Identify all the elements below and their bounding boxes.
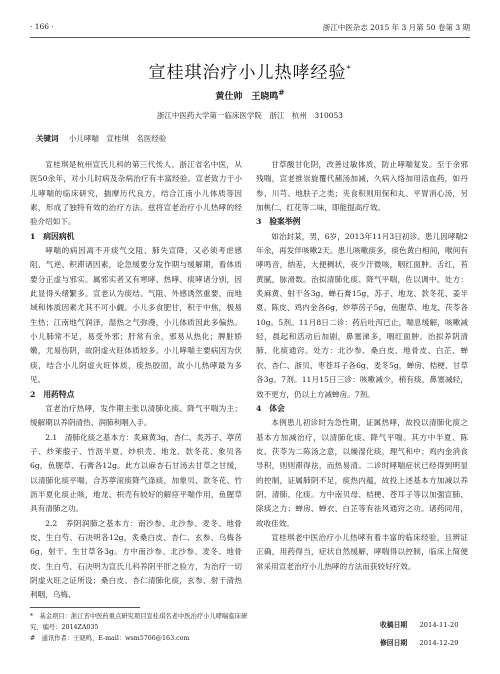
- section-heading: 1 病因病机: [30, 231, 75, 241]
- footnotes: [30, 611, 250, 644]
- paragraph: 哮喘的病因离不开痰气交阻、肺失宣降，又必须考虑感阻、气逆、积滞诸因素，论急缓要分发作期与缓解期，看体质要分正虚与邪实。属邪实者又有寒哮、热哮、痰哮诸分别，因此显得头绪繁多。宣老认为痰结、气阻、外感诱然重要，而地域和体质因素尤其不可小觑。小儿多食肥甘，积于中焦，极易生热；江南地气润泽，湿热之气弥漫，小儿体质因此多偏热。小儿肺常不足，易受外邪；肝常有余，邪易从热化；脾脏娇嫩，尤易伤阴，故阴虚火旺体质较多。小儿哮喘主要病因为伏痰，结合小儿阴虚火旺体质，痰热胶固，故小儿热哮最为多见。: [30, 246, 242, 385]
- paragraph: 宣桂琪是杭州宣氏儿科的第三代传人、浙江省名中医，从医50余年，对小儿时病及杂病治疗有丰富经验。宣老致力于小儿哮喘的临床研究，揣摩历代良方，结合江南小儿体质等因素，形成了独特有效的治疗方法。兹将宣老治疗小儿热哮的经验介绍如下。: [30, 160, 242, 227]
- section-heading: 4 体会: [256, 403, 285, 413]
- running-header: [30, 22, 470, 36]
- paragraph: 如治封某，男，6岁，2013年11月3日初诊。患儿因哮喘2年余，再发伴咳嗽2天。患儿咳嗽痰多，痰色黄白相间，喉间有哮鸣音，纳差，大便稠状，夜少汗微咳，咽红面肿。舌红，苔黄腻，脉滑数。治拟清肺化痰、降气平喘，佐以调中。处方：炙麻黄、射干各3g，蝉石膏15g，苏子、地龙、款冬花、姜半夏、陈皮、鸡内金各6g，炒葶苈子5g，鱼腥草、地龙、茯苓各10g。5剂。11月8日二诊：药后吐泻已止，喘息缓解，咳嗽减轻，晨起和活动后加剧，鼻塞涕多，咽红面肿。治拟养阴清肺、化痰通窍。处方：北沙参、桑白皮、地骨皮、白芷、蝉衣、杏仁、浙贝、枣苍耳子各6g，麦冬5g，蝉房、桔梗、甘草各3g。7剂。11月15日三诊：咳嗽减少，稍有痰，鼻塞减轻，效不更方，仍以上方减蝉房。7剂。: [256, 231, 468, 399]
- right-column: [256, 158, 468, 574]
- page-number: · 166 ·: [30, 22, 54, 31]
- received-date: [380, 616, 459, 634]
- author-footnote-mark: #: [278, 88, 285, 97]
- left-column: [30, 158, 242, 603]
- section-heading: 2 用药特点: [30, 389, 75, 399]
- paragraph: 甘草酸甘化阴，改善过敏体质，防止哮喘复发。至于余邪残喘，宣老推崇旋覆代赭汤加减，久病入络加用活血药，如丹参、川芎、地肤子之类；夹食积则用保和丸、平胃消心汤，另加桃仁、红花等二味，即能提高疗效。: [256, 160, 468, 213]
- revised-date: [380, 634, 459, 652]
- revised-value: 2014-12-29: [419, 639, 459, 647]
- footnote-rule: [30, 607, 140, 608]
- revised-label: 修回日期: [380, 639, 408, 647]
- paragraph: 2.2 养阴润肺之基本方：南沙参、北沙参、麦冬、地骨皮、生白芍、石决明各12g，炙桑白皮、杏仁、玄参、乌梅各6g，射干、生甘草各3g。方中南沙参、北沙参、麦冬、地骨皮、生白芍、石决明为宣氏儿科养阴平肝之验方，为治疗一切阴虚火旺之证所设；桑白皮、杏仁清肺化痰，玄参、射干清热利咽，乌梅、: [30, 518, 242, 600]
- section-heading: 3 验案举例: [256, 217, 301, 227]
- paragraph: 2.1 清肺化痰之基本方：炙麻黄3g，杏仁、炙苏子、葶苈子、炒莱菔子、竹沥半夏、炒枳壳、地龙、款冬花、象贝各6g，鱼腥草、石膏各12g。此方以麻杏石甘汤去甘草之甘缓，以清肺化痰平喘，合苏葶滚痰降气涤痰，加象贝、款冬花、竹沥半夏化痰止咳，地龙、枳壳有较好的解痉平喘作用，鱼腥草具有清肺之功。: [30, 432, 242, 514]
- received-value: 2014-11-20: [419, 621, 459, 629]
- footnote-funding: * 基金项目：浙江省中医药重点研究项目宣桂琪名老中医治疗小儿哮喘临床研究，编号：2014ZA035: [30, 613, 248, 631]
- journal-info: 浙江中医杂志 2015 年 3 月第 50 卷第 3 期: [322, 23, 470, 32]
- keywords-label: 关键词: [36, 134, 59, 143]
- title-text: 宣桂琪治疗小儿热哮经验: [148, 63, 347, 83]
- affiliation: 浙江中医药大学第一临床医学院 浙江 杭州 310053: [156, 111, 344, 120]
- received-label: 收稿日期: [380, 621, 408, 629]
- footnote-correspondence: # 通讯作者：王晓鸣，E-mail：wsm5766@163.com: [30, 635, 190, 642]
- keywords-text: 小儿哮喘 宣桂琪 名医经验: [68, 134, 167, 143]
- header-rule: [30, 37, 470, 38]
- paragraph: 本例患儿初诊时为急性期，证属热哮，故投以清肺化痰之基本方加减治疗，以清肺化痰、降气平喘。其方中半夏、陈皮、茯苓为二陈汤之意，以燥湿化痰，理气和中；鸡内金消食导积，则则滞得祛，而热易清。二诊时哮喘症状已经得到明显的控制，证属肺阴不足，痰热内蕴，故投上述基本方加减以养阴、清肺、化痰。方中南贝母、桔梗、苍耳子等以加强宣肺、除痰之力；蝉房、蝉衣、白芷等有祛风通窍之功。诸药同用，故收佳效。: [256, 418, 468, 528]
- paragraph: 宣老治疗热哮，发作期主张以清肺化痰、降气平喘为主；缓解期以养阴清热、润肺利咽入手。: [30, 403, 242, 428]
- authors: [0, 88, 500, 102]
- paragraph: 宣桂琪老中医治疗小儿热哮有着丰富的临床经验，且辨证正确，用药得当，症状自然缓解，哮喘得以控制，临床上简便常采用宣老治疗小儿热哮的方法而获较好疗效。: [256, 532, 468, 571]
- article-dates: [380, 616, 459, 652]
- keywords: [36, 133, 166, 144]
- title-footnote-mark: *: [346, 64, 352, 74]
- author-names: 黄仕帅 王晓鸣: [215, 92, 279, 102]
- article-title: [0, 58, 500, 83]
